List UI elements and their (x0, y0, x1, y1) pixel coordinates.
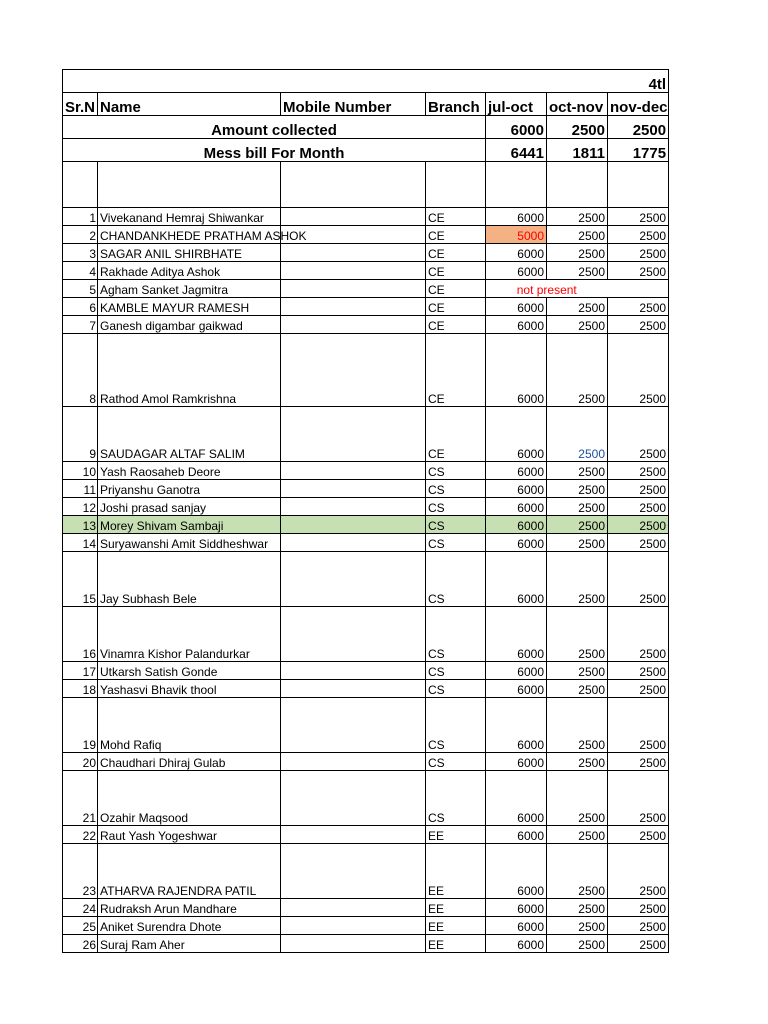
mess-bill-table (62, 69, 669, 953)
row-mobile-cell[interactable] (281, 698, 426, 753)
row-branch-cell[interactable]: CE (426, 208, 486, 226)
row-branch-cell[interactable]: CE (426, 226, 486, 244)
row-mobile-cell[interactable] (281, 316, 426, 334)
row-sr-cell[interactable]: 13 (63, 516, 98, 534)
row-mobile-cell[interactable] (281, 244, 426, 262)
row-sr-cell[interactable]: 10 (63, 462, 98, 480)
blank-cell[interactable] (608, 162, 669, 208)
row-branch-cell[interactable]: CS (426, 534, 486, 552)
table-row (63, 753, 669, 771)
row-branch-cell[interactable]: CS (426, 552, 486, 607)
table-row (63, 498, 669, 516)
row-name-cell[interactable]: CHANDANKHEDE PRATHAM ASHOK (98, 226, 281, 244)
header-jul-oct[interactable]: jul-oct (486, 93, 547, 116)
amount-collected-jul-oct[interactable]: 6000 (486, 116, 547, 139)
row-name-cell[interactable]: Rudraksh Arun Mandhare (98, 899, 281, 917)
row-jul-oct-cell[interactable]: 6000 (486, 771, 547, 826)
row-oct-nov-cell[interactable]: 2500 (547, 298, 608, 316)
row-branch-cell[interactable]: CS (426, 607, 486, 662)
row-nov-dec-cell[interactable]: 2500 (608, 844, 669, 899)
row-branch-cell[interactable]: CE (426, 262, 486, 280)
row-oct-nov-cell[interactable]: 2500 (547, 607, 608, 662)
row-nov-dec-cell[interactable]: 2500 (608, 407, 669, 462)
row-oct-nov-cell[interactable]: 2500 (547, 680, 608, 698)
row-branch-cell[interactable]: CS (426, 516, 486, 534)
table-row (63, 680, 669, 698)
table-row (63, 262, 669, 280)
row-nov-dec-cell[interactable]: 2500 (608, 298, 669, 316)
mess-bill-nov-dec[interactable]: 1775 (608, 139, 669, 162)
row-mobile-cell[interactable] (281, 753, 426, 771)
row-nov-dec-cell[interactable]: 2500 (608, 208, 669, 226)
table-row (63, 917, 669, 935)
row-oct-nov-cell[interactable]: 2500 (547, 208, 608, 226)
table-row (63, 244, 669, 262)
row-sr-cell[interactable]: 1 (63, 208, 98, 226)
row-jul-oct-cell[interactable]: 6000 (486, 516, 547, 534)
row-oct-nov-cell[interactable]: 2500 (547, 516, 608, 534)
header-sr[interactable]: Sr.N (63, 93, 98, 116)
row-sr-cell[interactable]: 18 (63, 680, 98, 698)
row-nov-dec-cell[interactable]: 2500 (608, 753, 669, 771)
header-branch[interactable]: Branch (426, 93, 486, 116)
row-name-cell[interactable]: Suraj Ram Aher (98, 935, 281, 953)
table-row (63, 516, 669, 534)
spacer-row (63, 162, 669, 208)
row-name-cell[interactable]: Jay Subhash Bele (98, 552, 281, 607)
row-sr-cell[interactable]: 19 (63, 698, 98, 753)
row-name-cell[interactable]: KAMBLE MAYUR RAMESH (98, 298, 281, 316)
row-sr-cell[interactable]: 7 (63, 316, 98, 334)
row-jul-oct-cell[interactable]: 6000 (486, 534, 547, 552)
row-sr-cell[interactable]: 26 (63, 935, 98, 953)
header-name[interactable]: Name (98, 93, 281, 116)
row-nov-dec-cell[interactable]: 2500 (608, 662, 669, 680)
row-branch-cell[interactable]: CE (426, 244, 486, 262)
header-oct-nov[interactable]: oct-nov (547, 93, 608, 116)
row-branch-cell[interactable]: CE (426, 316, 486, 334)
row-name-cell[interactable]: Agham Sanket Jagmitra (98, 280, 281, 298)
table-row (63, 462, 669, 480)
amount-collected-label[interactable]: Amount collected (63, 116, 486, 139)
row-name-cell[interactable]: Vinamra Kishor Palandurkar (98, 607, 281, 662)
row-name-cell[interactable]: Joshi prasad sanjay (98, 498, 281, 516)
table-row (63, 208, 669, 226)
row-name-cell[interactable]: Mohd Rafiq (98, 698, 281, 753)
row-nov-dec-cell[interactable]: 2500 (608, 480, 669, 498)
row-jul-oct-cell[interactable]: 6000 (486, 298, 547, 316)
table-row (63, 771, 669, 826)
table-row (63, 316, 669, 334)
row-oct-nov-cell[interactable]: 2500 (547, 407, 608, 462)
student-rows (63, 208, 669, 953)
row-name-cell[interactable]: Rathod Amol Ramkrishna (98, 334, 281, 407)
row-sr-cell[interactable]: 4 (63, 262, 98, 280)
row-jul-oct-cell[interactable]: 6000 (486, 316, 547, 334)
row-branch-cell[interactable]: CE (426, 298, 486, 316)
row-oct-nov-cell[interactable]: 2500 (547, 698, 608, 753)
row-sr-cell[interactable]: 6 (63, 298, 98, 316)
row-nov-dec-cell[interactable]: 2500 (608, 899, 669, 917)
table-row (63, 607, 669, 662)
row-sr-cell[interactable]: 2 (63, 226, 98, 244)
row-branch-cell[interactable]: CS (426, 753, 486, 771)
row-nov-dec-cell[interactable]: 2500 (608, 917, 669, 935)
row-mobile-cell[interactable] (281, 826, 426, 844)
row-nov-dec-cell[interactable]: 2500 (608, 244, 669, 262)
row-mobile-cell[interactable] (281, 480, 426, 498)
table-row (63, 698, 669, 753)
table-row (63, 480, 669, 498)
row-nov-dec-cell[interactable]: 2500 (608, 680, 669, 698)
row-branch-cell[interactable]: CE (426, 280, 486, 298)
row-jul-oct-cell[interactable]: 6000 (486, 826, 547, 844)
row-name-cell[interactable]: SAUDAGAR ALTAF SALIM (98, 407, 281, 462)
sheet-top-label: 4tl (63, 70, 669, 93)
mess-bill-label[interactable]: Mess bill For Month (63, 139, 486, 162)
row-nov-dec-cell[interactable] (608, 280, 669, 298)
row-branch-cell[interactable]: CE (426, 334, 486, 407)
row-name-cell[interactable]: ATHARVA RAJENDRA PATIL (98, 844, 281, 899)
row-nov-dec-cell[interactable]: 2500 (608, 935, 669, 953)
row-sr-cell[interactable]: 11 (63, 480, 98, 498)
row-nov-dec-cell[interactable]: 2500 (608, 607, 669, 662)
row-jul-oct-cell[interactable]: 6000 (486, 607, 547, 662)
row-jul-oct-cell[interactable]: 6000 (486, 753, 547, 771)
row-oct-nov-cell[interactable]: 2500 (547, 334, 608, 407)
row-name-cell[interactable]: Ganesh digambar gaikwad (98, 316, 281, 334)
row-mobile-cell[interactable] (281, 534, 426, 552)
row-branch-cell[interactable]: CS (426, 498, 486, 516)
row-oct-nov-cell[interactable]: 2500 (547, 480, 608, 498)
row-mobile-cell[interactable] (281, 516, 426, 534)
row-jul-oct-cell[interactable]: 6000 (486, 208, 547, 226)
row-mobile-cell[interactable] (281, 462, 426, 480)
row-sr-cell[interactable]: 12 (63, 498, 98, 516)
row-nov-dec-cell[interactable]: 2500 (608, 771, 669, 826)
row-note-cell[interactable]: not present (486, 280, 608, 298)
row-name-cell[interactable]: Priyanshu Ganotra (98, 480, 281, 498)
row-oct-nov-cell[interactable]: 2500 (547, 662, 608, 680)
table-row (63, 552, 669, 607)
table-row (63, 407, 669, 462)
row-jul-oct-cell[interactable]: 6000 (486, 917, 547, 935)
table-row (63, 298, 669, 316)
row-sr-cell[interactable]: 9 (63, 407, 98, 462)
row-sr-cell[interactable]: 24 (63, 899, 98, 917)
row-name-cell[interactable]: Utkarsh Satish Gonde (98, 662, 281, 680)
row-sr-cell[interactable]: 5 (63, 280, 98, 298)
row-jul-oct-cell[interactable]: 6000 (486, 935, 547, 953)
row-sr-cell[interactable]: 16 (63, 607, 98, 662)
row-branch-cell[interactable]: CS (426, 662, 486, 680)
row-branch-cell[interactable]: CS (426, 698, 486, 753)
row-name-cell[interactable]: Vivekanand Hemraj Shiwankar (98, 208, 281, 226)
row-mobile-cell[interactable] (281, 280, 426, 298)
row-name-cell[interactable]: Suryawanshi Amit Siddheshwar (98, 534, 281, 552)
row-branch-cell[interactable]: EE (426, 899, 486, 917)
row-mobile-cell[interactable] (281, 662, 426, 680)
row-jul-oct-cell[interactable]: 6000 (486, 680, 547, 698)
row-jul-oct-cell[interactable]: 6000 (486, 462, 547, 480)
table-row (63, 899, 669, 917)
row-branch-cell[interactable]: CS (426, 771, 486, 826)
blank-cell[interactable] (63, 162, 98, 208)
row-jul-oct-cell[interactable]: 6000 (486, 552, 547, 607)
row-oct-nov-cell[interactable]: 2500 (547, 262, 608, 280)
row-mobile-cell[interactable] (281, 917, 426, 935)
row-jul-oct-cell[interactable]: 6000 (486, 662, 547, 680)
row-mobile-cell[interactable] (281, 607, 426, 662)
row-branch-cell[interactable]: EE (426, 844, 486, 899)
row-oct-nov-cell[interactable]: 2500 (547, 244, 608, 262)
header-mobile[interactable]: Mobile Number (281, 93, 426, 116)
header-nov-dec[interactable]: nov-dec (608, 93, 669, 116)
amount-collected-nov-dec[interactable]: 2500 (608, 116, 669, 139)
row-nov-dec-cell[interactable]: 2500 (608, 498, 669, 516)
row-name-cell[interactable]: Ozahir Maqsood (98, 771, 281, 826)
row-name-cell[interactable]: Aniket Surendra Dhote (98, 917, 281, 935)
row-mobile-cell[interactable] (281, 552, 426, 607)
amount-collected-oct-nov[interactable]: 2500 (547, 116, 608, 139)
row-nov-dec-cell[interactable]: 2500 (608, 698, 669, 753)
table-row (63, 844, 669, 899)
row-name-cell[interactable]: Raut Yash Yogeshwar (98, 826, 281, 844)
row-nov-dec-cell[interactable]: 2500 (608, 552, 669, 607)
row-name-cell[interactable]: SAGAR ANIL SHIRBHATE (98, 244, 281, 262)
table-row (63, 826, 669, 844)
table-row (63, 334, 669, 407)
row-name-cell[interactable]: Yash Raosaheb Deore (98, 462, 281, 480)
row-oct-nov-cell[interactable]: 2500 (547, 552, 608, 607)
row-oct-nov-cell[interactable]: 2500 (547, 935, 608, 953)
row-branch-cell[interactable]: EE (426, 935, 486, 953)
row-nov-dec-cell[interactable]: 2500 (608, 334, 669, 407)
row-branch-cell[interactable]: EE (426, 917, 486, 935)
table-row (63, 534, 669, 552)
row-mobile-cell[interactable] (281, 208, 426, 226)
mess-bill-oct-nov[interactable]: 1811 (547, 139, 608, 162)
table-row (63, 935, 669, 953)
row-sr-cell[interactable]: 23 (63, 844, 98, 899)
mess-bill-row (63, 139, 669, 162)
row-oct-nov-cell[interactable]: 2500 (547, 753, 608, 771)
row-nov-dec-cell[interactable]: 2500 (608, 226, 669, 244)
row-mobile-cell[interactable] (281, 771, 426, 826)
row-mobile-cell[interactable] (281, 334, 426, 407)
header-row (63, 93, 669, 116)
row-branch-cell[interactable]: EE (426, 826, 486, 844)
row-branch-cell[interactable]: CE (426, 407, 486, 462)
row-mobile-cell[interactable] (281, 262, 426, 280)
row-mobile-cell[interactable] (281, 680, 426, 698)
row-branch-cell[interactable]: CS (426, 480, 486, 498)
row-sr-cell[interactable]: 14 (63, 534, 98, 552)
row-mobile-cell[interactable] (281, 298, 426, 316)
row-branch-cell[interactable]: CS (426, 462, 486, 480)
amount-collected-row (63, 116, 669, 139)
row-nov-dec-cell[interactable]: 2500 (608, 262, 669, 280)
row-name-cell[interactable]: Rakhade Aditya Ashok (98, 262, 281, 280)
blank-cell[interactable] (281, 162, 426, 208)
row-branch-cell[interactable]: CS (426, 680, 486, 698)
row-oct-nov-cell[interactable]: 2500 (547, 316, 608, 334)
blank-cell[interactable] (547, 162, 608, 208)
row-oct-nov-cell[interactable]: 2500 (547, 826, 608, 844)
row-jul-oct-cell[interactable]: 6000 (486, 498, 547, 516)
table-row (63, 226, 669, 244)
row-oct-nov-cell[interactable]: 2500 (547, 534, 608, 552)
row-sr-cell[interactable]: 21 (63, 771, 98, 826)
title-row (63, 70, 669, 93)
row-nov-dec-cell[interactable]: 2500 (608, 316, 669, 334)
row-jul-oct-cell[interactable]: 6000 (486, 407, 547, 462)
row-sr-cell[interactable]: 25 (63, 917, 98, 935)
row-name-cell[interactable]: Yashasvi Bhavik thool (98, 680, 281, 698)
row-sr-cell[interactable]: 3 (63, 244, 98, 262)
row-jul-oct-cell[interactable]: 6000 (486, 698, 547, 753)
row-mobile-cell[interactable] (281, 407, 426, 462)
row-oct-nov-cell[interactable]: 2500 (547, 917, 608, 935)
row-nov-dec-cell[interactable]: 2500 (608, 462, 669, 480)
row-nov-dec-cell[interactable]: 2500 (608, 534, 669, 552)
row-mobile-cell[interactable] (281, 844, 426, 899)
row-oct-nov-cell[interactable]: 2500 (547, 226, 608, 244)
row-nov-dec-cell[interactable]: 2500 (608, 826, 669, 844)
row-oct-nov-cell[interactable]: 2500 (547, 498, 608, 516)
mess-bill-jul-oct[interactable]: 6441 (486, 139, 547, 162)
row-oct-nov-cell[interactable]: 2500 (547, 462, 608, 480)
row-jul-oct-cell[interactable]: 6000 (486, 844, 547, 899)
spreadsheet (62, 69, 668, 953)
row-jul-oct-cell[interactable]: 6000 (486, 334, 547, 407)
row-oct-nov-cell[interactable]: 2500 (547, 844, 608, 899)
blank-cell[interactable] (486, 162, 547, 208)
row-name-cell[interactable]: Chaudhari Dhiraj Gulab (98, 753, 281, 771)
row-oct-nov-cell[interactable]: 2500 (547, 771, 608, 826)
row-mobile-cell[interactable] (281, 498, 426, 516)
row-jul-oct-cell[interactable]: 6000 (486, 899, 547, 917)
row-mobile-cell[interactable] (281, 899, 426, 917)
row-sr-cell[interactable]: 15 (63, 552, 98, 607)
row-jul-oct-cell[interactable]: 6000 (486, 244, 547, 262)
row-sr-cell[interactable]: 20 (63, 753, 98, 771)
row-sr-cell[interactable]: 17 (63, 662, 98, 680)
row-sr-cell[interactable]: 22 (63, 826, 98, 844)
blank-cell[interactable] (426, 162, 486, 208)
row-sr-cell[interactable]: 8 (63, 334, 98, 407)
row-oct-nov-cell[interactable]: 2500 (547, 899, 608, 917)
row-name-cell[interactable]: Morey Shivam Sambaji (98, 516, 281, 534)
row-jul-oct-cell[interactable]: 5000 (486, 226, 547, 244)
table-row (63, 662, 669, 680)
blank-cell[interactable] (98, 162, 281, 208)
row-jul-oct-cell[interactable]: 6000 (486, 262, 547, 280)
table-row (63, 280, 669, 298)
row-mobile-cell[interactable] (281, 935, 426, 953)
row-jul-oct-cell[interactable]: 6000 (486, 480, 547, 498)
row-nov-dec-cell[interactable]: 2500 (608, 516, 669, 534)
